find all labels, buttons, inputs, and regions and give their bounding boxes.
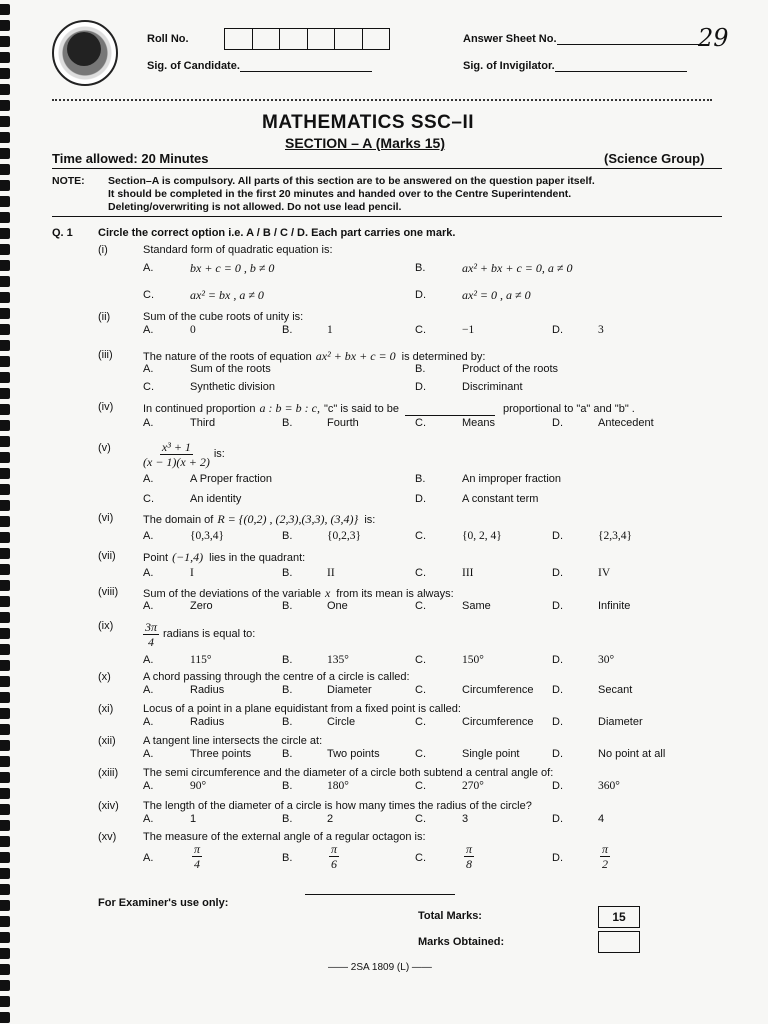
stem-text: The semi circumference and the diameter of a circle both subtend a central angle of: <box>143 767 554 779</box>
option-d[interactable]: Secant <box>598 684 633 696</box>
stem-text-end: is determined by: <box>401 351 486 363</box>
option-label-c: C. <box>415 600 426 612</box>
option-b[interactable]: Fourth <box>327 417 359 429</box>
option-c[interactable]: 150° <box>462 654 484 666</box>
option-b[interactable]: Circle <box>327 716 356 728</box>
option-label-a: A. <box>143 324 154 336</box>
part-number: (iii) <box>98 349 113 361</box>
spiral-ring <box>0 292 10 303</box>
option-label-a: A. <box>143 654 154 666</box>
spiral-ring <box>0 532 10 543</box>
option-b[interactable]: Product of the roots <box>462 363 558 375</box>
option-c[interactable]: Single point <box>462 748 520 760</box>
science-group: (Science Group) <box>604 151 705 166</box>
question-number: Q. 1 <box>52 227 73 239</box>
stem-text: A chord passing through the centre of a circle is called: <box>143 671 410 683</box>
option-b[interactable]: ax² + bx + c = 0, a ≠ 0 <box>462 261 573 275</box>
stem-text: The length of the diameter of a circle is how many times the radius of the circle? <box>143 800 532 812</box>
spiral-ring <box>0 852 10 863</box>
stem-text: A tangent line intersects the circle at: <box>143 735 323 747</box>
option-fraction <box>192 842 202 871</box>
spiral-ring <box>0 308 10 319</box>
spiral-ring <box>0 740 10 751</box>
spiral-ring <box>0 68 10 79</box>
option-a[interactable]: Third <box>190 417 216 429</box>
examiner-rule <box>305 894 455 895</box>
part-stem <box>143 735 322 747</box>
part-number: (xv) <box>98 831 117 843</box>
stem-math: x <box>324 586 331 600</box>
option-d[interactable]: 4 <box>598 813 605 825</box>
fraction-numerator: π <box>331 842 338 856</box>
part-number: (xi) <box>98 703 114 715</box>
spiral-ring <box>0 708 10 719</box>
spiral-ring <box>0 228 10 239</box>
spiral-ring <box>0 116 10 127</box>
option-d[interactable]: ax² = 0 , a ≠ 0 <box>462 288 531 302</box>
option-label-d: D. <box>552 417 563 429</box>
spiral-ring <box>0 916 10 927</box>
spiral-ring <box>0 772 10 783</box>
time-allowed: Time allowed: 20 Minutes <box>52 151 209 166</box>
spiral-ring <box>0 164 10 175</box>
option-d[interactable]: IV <box>598 567 611 579</box>
spiral-ring <box>0 964 10 975</box>
option-a[interactable]: {0,3,4} <box>190 530 225 542</box>
board-logo <box>52 20 118 86</box>
option-label-b: B. <box>282 324 293 336</box>
option-label-d: D. <box>415 493 426 505</box>
option-d[interactable]: Discriminant <box>462 381 523 393</box>
option-label-b: B. <box>282 852 293 864</box>
fraction-numerator: π <box>466 842 473 856</box>
stem-fraction <box>143 620 159 649</box>
stem-text: The domain of <box>143 514 214 526</box>
spiral-ring <box>0 628 10 639</box>
option-label-b: B. <box>415 363 426 375</box>
spiral-ring <box>0 36 10 47</box>
fraction-numerator: π <box>194 842 201 856</box>
spiral-ring <box>0 324 10 335</box>
option-label-c: C. <box>415 813 426 825</box>
part-stem <box>143 620 255 649</box>
note-label: NOTE: <box>52 175 85 187</box>
option-c[interactable]: Circumference <box>462 684 534 696</box>
option-label-c: C. <box>415 684 426 696</box>
part-stem <box>143 550 305 565</box>
total-marks-label: Total Marks: <box>418 910 482 922</box>
spiral-ring <box>0 452 10 463</box>
option-d[interactable]: No point at all <box>598 748 666 760</box>
option-d[interactable]: Diameter <box>598 716 643 728</box>
stem-text: Point <box>143 552 169 564</box>
option-label-a: A. <box>143 852 154 864</box>
stem-text: The measure of the external angle of a regular octagon is: <box>143 831 426 843</box>
option-c[interactable]: −1 <box>462 324 475 336</box>
marks-obtained-label: Marks Obtained: <box>418 936 505 948</box>
option-d[interactable]: Antecedent <box>598 417 654 429</box>
option-label-b: B. <box>282 530 293 542</box>
option-label-c: C. <box>415 567 426 579</box>
stem-math: R = {(0,2) , (2,3),(3,3), (3,4)} <box>217 512 359 526</box>
option-b[interactable]: Diameter <box>327 684 372 696</box>
spiral-ring <box>0 580 10 591</box>
cut-line <box>52 99 712 101</box>
option-label-a: A. <box>143 780 154 792</box>
spiral-binding <box>0 0 14 1024</box>
spiral-ring <box>0 692 10 703</box>
option-d[interactable]: A constant term <box>462 493 539 505</box>
spiral-ring <box>0 132 10 143</box>
option-a[interactable]: 115° <box>190 654 212 666</box>
part-number: (iv) <box>98 401 114 413</box>
footer-code: —— 2SA 1809 (L) —— <box>328 962 432 973</box>
option-label-a: A. <box>143 600 154 612</box>
option-label-a: A. <box>143 473 154 485</box>
roll-no-label: Roll No. <box>147 33 189 45</box>
part-number: (vi) <box>98 512 114 524</box>
part-stem <box>143 800 532 812</box>
option-a[interactable]: Three points <box>190 748 252 760</box>
fraction-numerator: π <box>602 842 609 856</box>
part-stem <box>143 586 454 601</box>
option-label-d: D. <box>552 852 563 864</box>
option-a[interactable]: Radius <box>190 684 225 696</box>
option-label-b: B. <box>282 567 293 579</box>
option-d[interactable]: Infinite <box>598 600 631 612</box>
spiral-ring <box>0 564 10 575</box>
spiral-ring <box>0 756 10 767</box>
option-label-c: C. <box>415 852 426 864</box>
spiral-ring <box>0 788 10 799</box>
answer-sheet-number: 29 <box>698 24 729 52</box>
part-number: (v) <box>98 442 111 454</box>
option-label-b: B. <box>282 716 293 728</box>
option-label-d: D. <box>552 530 563 542</box>
note-line-1: Section–A is compulsory. All parts of this section are to be answered on the question paper itself. <box>108 175 595 187</box>
option-fraction <box>329 842 339 871</box>
spiral-ring <box>0 1012 10 1023</box>
part-number: (xiii) <box>98 767 119 779</box>
option-label-a: A. <box>143 716 154 728</box>
option-c[interactable]: ax² = bx , a ≠ 0 <box>190 288 264 302</box>
fraction-numerator: x³ + 1 <box>161 440 191 454</box>
option-a[interactable]: 1 <box>190 813 197 825</box>
spiral-ring <box>0 612 10 623</box>
spiral-ring <box>0 260 10 271</box>
spiral-ring <box>0 212 10 223</box>
option-label-a: A. <box>143 363 154 375</box>
spiral-ring <box>0 900 10 911</box>
question-instruction: Circle the correct option i.e. A / B / C / D. Each part carries one mark. <box>98 227 456 239</box>
option-b[interactable] <box>329 842 339 871</box>
stem-text: Sum of the deviations of the variable <box>143 588 321 600</box>
fraction-denominator: (x − 1)(x + 2) <box>143 455 210 469</box>
option-label-c: C. <box>415 324 426 336</box>
spiral-ring <box>0 372 10 383</box>
stem-math: (−1,4) <box>172 550 204 564</box>
option-fraction <box>600 842 610 871</box>
stem-text: Locus of a point in a plane equidistant from a fixed point is called: <box>143 703 461 715</box>
spiral-ring <box>0 836 10 847</box>
part-stem <box>143 671 410 683</box>
fraction-denominator: 4 <box>194 857 200 871</box>
spiral-ring <box>0 148 10 159</box>
spiral-ring <box>0 436 10 447</box>
part-stem <box>143 244 333 256</box>
option-label-d: D. <box>415 289 426 301</box>
option-c[interactable]: 3 <box>462 813 469 825</box>
option-label-c: C. <box>143 381 154 393</box>
option-c[interactable]: Circumference <box>462 716 534 728</box>
option-d[interactable]: 30° <box>598 654 615 666</box>
option-label-d: D. <box>552 716 563 728</box>
option-label-d: D. <box>552 567 563 579</box>
spiral-ring <box>0 388 10 399</box>
option-label-c: C. <box>143 493 154 505</box>
spiral-ring <box>0 20 10 31</box>
fraction-denominator: 8 <box>466 857 472 871</box>
option-c[interactable]: 270° <box>462 780 484 792</box>
option-label-b: B. <box>282 813 293 825</box>
stem-text-end: proportional to "a" and "b" . <box>503 403 635 415</box>
option-label-d: D. <box>552 684 563 696</box>
spiral-ring <box>0 244 10 255</box>
option-b[interactable]: II <box>327 567 335 579</box>
sig-invigilator: Sig. of Invigilator. <box>463 60 687 72</box>
stem-text: is: <box>213 448 225 461</box>
option-c[interactable]: Synthetic division <box>190 381 275 393</box>
option-b[interactable]: 180° <box>327 780 349 792</box>
marks-obtained-box[interactable] <box>598 931 640 953</box>
stem-text-end: lies in the quadrant: <box>209 552 306 564</box>
option-label-c: C. <box>415 748 426 760</box>
note-line-3: Deleting/overwriting is not allowed. Do not use lead pencil. <box>108 201 402 213</box>
stem-text: radians is equal to: <box>163 628 256 641</box>
part-stem <box>143 311 303 323</box>
rule-note <box>52 216 722 217</box>
option-label-b: B. <box>282 417 293 429</box>
spiral-ring <box>0 500 10 511</box>
option-label-d: D. <box>552 324 563 336</box>
part-number: (viii) <box>98 586 119 598</box>
option-label-d: D. <box>552 600 563 612</box>
option-b[interactable]: 135° <box>327 654 349 666</box>
spiral-ring <box>0 516 10 527</box>
spiral-ring <box>0 948 10 959</box>
examiner-label: For Examiner's use only: <box>98 897 229 909</box>
stem-text: The nature of the roots of equation <box>143 351 312 363</box>
option-d[interactable]: 360° <box>598 780 620 792</box>
stem-text-mid: "c" is said to be <box>323 403 400 415</box>
option-b[interactable]: An improper fraction <box>462 473 562 485</box>
rule-top <box>52 168 722 169</box>
spiral-ring <box>0 420 10 431</box>
option-label-c: C. <box>415 417 426 429</box>
part-stem <box>143 703 461 715</box>
option-label-a: A. <box>143 530 154 542</box>
option-c[interactable]: {0, 2, 4} <box>462 530 502 542</box>
option-d[interactable] <box>600 842 610 871</box>
option-a[interactable]: A Proper fraction <box>190 473 272 485</box>
stem-text: Standard form of quadratic equation is: <box>143 244 333 256</box>
spiral-ring <box>0 356 10 367</box>
option-b[interactable]: One <box>327 600 348 612</box>
option-label-c: C. <box>143 289 154 301</box>
part-number: (x) <box>98 671 111 683</box>
option-d[interactable]: 3 <box>598 324 604 336</box>
option-label-d: D. <box>552 748 563 760</box>
part-stem <box>143 512 375 527</box>
option-label-b: B. <box>282 654 293 666</box>
sig-candidate: Sig. of Candidate. <box>147 60 372 72</box>
option-c[interactable] <box>464 842 474 871</box>
section-heading: SECTION – A (Marks 15) <box>285 135 446 151</box>
option-b[interactable]: 1 <box>327 324 333 336</box>
option-label-a: A. <box>143 813 154 825</box>
note-line-2: It should be completed in the first 20 minutes and handed over to the Centre Superintendent. <box>108 188 572 200</box>
spiral-ring <box>0 84 10 95</box>
option-label-b: B. <box>415 473 426 485</box>
fill-blank <box>405 415 495 416</box>
part-number: (xiv) <box>98 800 119 812</box>
spiral-ring <box>0 820 10 831</box>
spiral-ring <box>0 996 10 1007</box>
option-label-a: A. <box>143 748 154 760</box>
stem-text-end: from its mean is always: <box>336 588 454 600</box>
option-label-d: D. <box>552 780 563 792</box>
answer-sheet-label: Answer Sheet No. <box>463 33 707 45</box>
spiral-ring <box>0 468 10 479</box>
part-stem <box>143 401 635 416</box>
stem-text: In continued proportion <box>143 403 256 415</box>
option-a[interactable]: 90° <box>190 780 207 792</box>
spiral-ring <box>0 724 10 735</box>
part-stem <box>143 440 225 469</box>
option-label-b: B. <box>282 600 293 612</box>
option-a[interactable]: I <box>190 567 194 579</box>
spiral-ring <box>0 180 10 191</box>
spiral-ring <box>0 596 10 607</box>
part-number: (ix) <box>98 620 114 632</box>
option-label-c: C. <box>415 780 426 792</box>
spiral-ring <box>0 404 10 415</box>
option-label-b: B. <box>415 262 426 274</box>
spiral-ring <box>0 340 10 351</box>
option-label-d: D. <box>552 654 563 666</box>
part-number: (vii) <box>98 550 116 562</box>
option-label-c: C. <box>415 530 426 542</box>
option-b[interactable]: Two points <box>327 748 380 760</box>
option-label-b: B. <box>282 684 293 696</box>
option-c[interactable]: III <box>462 567 474 579</box>
roll-no-boxes[interactable] <box>224 28 390 50</box>
part-stem <box>143 349 485 364</box>
option-c[interactable]: An identity <box>190 493 242 505</box>
stem-text: Sum of the cube roots of unity is: <box>143 311 304 323</box>
option-a[interactable]: Radius <box>190 716 225 728</box>
part-number: (i) <box>98 244 108 256</box>
option-d[interactable]: {2,3,4} <box>598 530 633 542</box>
option-label-b: B. <box>282 780 293 792</box>
spiral-ring <box>0 196 10 207</box>
option-label-d: D. <box>552 813 563 825</box>
stem-math: ax² + bx + c = 0 <box>315 349 396 363</box>
fraction-denominator: 4 <box>148 635 154 649</box>
spiral-ring <box>0 484 10 495</box>
fraction-denominator: 2 <box>602 857 608 871</box>
spiral-ring <box>0 276 10 287</box>
spiral-ring <box>0 804 10 815</box>
option-label-b: B. <box>282 748 293 760</box>
spiral-ring <box>0 52 10 63</box>
stem-math: a : b = b : c, <box>259 401 320 415</box>
spiral-ring <box>0 548 10 559</box>
option-label-a: A. <box>143 262 154 274</box>
option-label-a: A. <box>143 684 154 696</box>
option-c[interactable]: Same <box>462 600 491 612</box>
spiral-ring <box>0 644 10 655</box>
option-a[interactable]: Zero <box>190 600 213 612</box>
spiral-ring <box>0 932 10 943</box>
option-c[interactable]: Means <box>462 417 496 429</box>
spiral-ring <box>0 980 10 991</box>
option-a[interactable]: bx + c = 0 , b ≠ 0 <box>190 261 275 275</box>
total-marks-box: 15 <box>598 906 640 928</box>
option-label-a: A. <box>143 567 154 579</box>
spiral-ring <box>0 4 10 15</box>
option-b[interactable]: {0,2,3} <box>327 530 362 542</box>
option-a[interactable] <box>192 842 202 871</box>
option-label-a: A. <box>143 417 154 429</box>
option-a[interactable]: 0 <box>190 324 196 336</box>
part-stem <box>143 831 426 843</box>
option-a[interactable]: Sum of the roots <box>190 363 271 375</box>
option-label-d: D. <box>415 381 426 393</box>
spiral-ring <box>0 868 10 879</box>
spiral-ring <box>0 100 10 111</box>
part-stem <box>143 767 553 779</box>
spiral-ring <box>0 660 10 671</box>
fraction-numerator: 3π <box>145 620 158 634</box>
spiral-ring <box>0 676 10 687</box>
stem-text-end: is: <box>364 514 376 526</box>
option-label-c: C. <box>415 716 426 728</box>
spiral-ring <box>0 884 10 895</box>
fraction-denominator: 6 <box>331 857 337 871</box>
part-number: (xii) <box>98 735 116 747</box>
option-b[interactable]: 2 <box>327 813 334 825</box>
stem-fraction <box>143 440 210 469</box>
part-number: (ii) <box>98 311 111 323</box>
option-fraction <box>464 842 474 871</box>
option-label-c: C. <box>415 654 426 666</box>
paper-title: MATHEMATICS SSC–II <box>262 112 475 133</box>
